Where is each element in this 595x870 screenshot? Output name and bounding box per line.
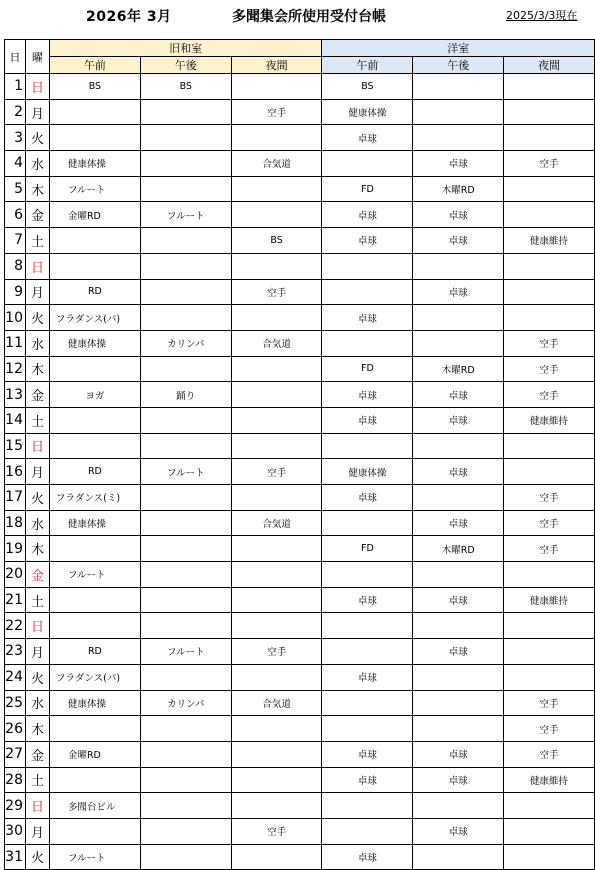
western-room-pm-cell: [413, 690, 504, 716]
western-room-pm-cell: [413, 305, 504, 331]
day-number: 19: [5, 536, 26, 562]
old-room-am-cell: フラダンス(パ): [49, 305, 140, 331]
table-row: [5, 716, 595, 742]
old-room-pm-cell: カリンバ: [140, 690, 231, 716]
old-room-am-cell: BS: [49, 74, 140, 100]
weekday-cell: 日: [25, 613, 49, 639]
western-room-night-cell: [504, 176, 595, 202]
western-room-header: 洋室: [322, 40, 595, 57]
old-room-am-cell: フルート: [49, 562, 140, 588]
old-room-pm-header: 午後: [140, 57, 231, 74]
western-room-am-cell: 卓球: [322, 305, 413, 331]
western-room-pm-cell: 卓球: [413, 382, 504, 408]
old-room-pm-cell: [140, 767, 231, 793]
western-room-pm-cell: 卓球: [413, 741, 504, 767]
western-room-am-cell: [322, 562, 413, 588]
period-header-row: [5, 57, 595, 74]
western-room-am-cell: 卓球: [322, 382, 413, 408]
old-room-night-cell: [231, 716, 322, 742]
old-room-pm-cell: [140, 741, 231, 767]
weekday-cell: 月: [25, 459, 49, 485]
table-row: [5, 356, 595, 382]
western-room-pm-cell: 卓球: [413, 510, 504, 536]
old-room-pm-cell: [140, 562, 231, 588]
western-room-am-cell: FD: [322, 176, 413, 202]
table-row: [5, 305, 595, 331]
old-room-pm-cell: [140, 407, 231, 433]
old-room-pm-cell: [140, 844, 231, 870]
day-number: 15: [5, 433, 26, 459]
table-row: [5, 99, 595, 125]
western-room-pm-cell: [413, 844, 504, 870]
old-room-am-cell: フルート: [49, 176, 140, 202]
old-room-pm-cell: [140, 510, 231, 536]
day-number: 4: [5, 151, 26, 177]
table-row: [5, 228, 595, 254]
western-room-pm-cell: [413, 74, 504, 100]
western-room-pm-cell: [413, 330, 504, 356]
western-room-pm-cell: [413, 485, 504, 511]
old-room-pm-cell: [140, 793, 231, 819]
western-room-am-cell: [322, 253, 413, 279]
western-room-night-cell: [504, 818, 595, 844]
old-room-pm-cell: [140, 176, 231, 202]
western-room-pm-cell: 卓球: [413, 407, 504, 433]
weekday-cell: 金: [25, 741, 49, 767]
table-row: [5, 741, 595, 767]
western-room-am-cell: [322, 613, 413, 639]
western-room-pm-cell: 木曜RD: [413, 176, 504, 202]
table-row: [5, 536, 595, 562]
western-room-pm-header: 午後: [413, 57, 504, 74]
western-room-night-cell: 空手: [504, 690, 595, 716]
day-number: 8: [5, 253, 26, 279]
day-number: 13: [5, 382, 26, 408]
western-room-am-cell: [322, 151, 413, 177]
western-room-night-cell: 空手: [504, 151, 595, 177]
weekday-cell: 水: [25, 151, 49, 177]
western-room-am-cell: 卓球: [322, 767, 413, 793]
old-room-night-cell: [231, 562, 322, 588]
old-room-am-cell: フラダンス(パ): [49, 664, 140, 690]
western-room-night-cell: [504, 793, 595, 819]
old-room-pm-cell: [140, 716, 231, 742]
old-room-am-cell: 健康体操: [49, 690, 140, 716]
table-row: [5, 433, 595, 459]
weekday-cell: 水: [25, 690, 49, 716]
old-room-pm-cell: [140, 99, 231, 125]
western-room-night-header: 夜間: [504, 57, 595, 74]
weekday-cell: 土: [25, 587, 49, 613]
weekday-cell: 月: [25, 639, 49, 665]
old-room-pm-cell: [140, 125, 231, 151]
western-room-pm-cell: [413, 664, 504, 690]
old-room-am-cell: [49, 125, 140, 151]
western-room-am-cell: BS: [322, 74, 413, 100]
day-number: 17: [5, 485, 26, 511]
weekday-cell: 日: [25, 433, 49, 459]
western-room-night-cell: [504, 844, 595, 870]
old-room-pm-cell: カリンバ: [140, 330, 231, 356]
day-column-header: 日: [5, 40, 26, 74]
western-room-am-cell: [322, 433, 413, 459]
western-room-am-cell: 卓球: [322, 202, 413, 228]
old-room-am-cell: [49, 407, 140, 433]
western-room-night-cell: [504, 253, 595, 279]
day-number: 27: [5, 741, 26, 767]
table-row: [5, 176, 595, 202]
old-room-am-cell: [49, 253, 140, 279]
old-room-night-cell: [231, 202, 322, 228]
old-room-am-cell: 健康体操: [49, 510, 140, 536]
old-room-night-cell: 空手: [231, 459, 322, 485]
day-number: 26: [5, 716, 26, 742]
western-room-am-cell: [322, 330, 413, 356]
western-room-pm-cell: [413, 125, 504, 151]
western-room-night-cell: [504, 125, 595, 151]
old-room-am-cell: フラダンス(ミ): [49, 485, 140, 511]
western-room-am-cell: FD: [322, 536, 413, 562]
weekday-cell: 金: [25, 382, 49, 408]
old-room-am-cell: [49, 716, 140, 742]
old-room-night-cell: [231, 613, 322, 639]
western-room-pm-cell: [413, 253, 504, 279]
western-room-night-cell: [504, 74, 595, 100]
old-room-night-cell: [231, 125, 322, 151]
old-room-pm-cell: BS: [140, 74, 231, 100]
western-room-am-cell: 卓球: [322, 125, 413, 151]
old-room-am-cell: [49, 433, 140, 459]
western-room-night-cell: [504, 202, 595, 228]
western-room-pm-cell: 木曜RD: [413, 536, 504, 562]
old-room-am-cell: 健康体操: [49, 330, 140, 356]
western-room-pm-cell: 卓球: [413, 279, 504, 305]
day-number: 22: [5, 613, 26, 639]
old-room-night-cell: [231, 176, 322, 202]
western-room-night-cell: [504, 279, 595, 305]
western-room-night-cell: [504, 664, 595, 690]
western-room-pm-cell: [413, 562, 504, 588]
old-room-am-cell: [49, 356, 140, 382]
western-room-am-cell: [322, 818, 413, 844]
old-room-am-cell: [49, 587, 140, 613]
western-room-night-cell: 空手: [504, 382, 595, 408]
weekday-cell: 金: [25, 202, 49, 228]
weekday-cell: 木: [25, 356, 49, 382]
western-room-pm-cell: 卓球: [413, 639, 504, 665]
western-room-night-cell: 空手: [504, 741, 595, 767]
western-room-pm-cell: [413, 793, 504, 819]
western-room-pm-cell: [413, 99, 504, 125]
weekday-cell: 火: [25, 305, 49, 331]
day-number: 3: [5, 125, 26, 151]
old-room-night-cell: [231, 433, 322, 459]
table-row: [5, 767, 595, 793]
weekday-cell: 日: [25, 253, 49, 279]
old-room-night-cell: [231, 382, 322, 408]
western-room-night-cell: 空手: [504, 536, 595, 562]
old-room-pm-cell: [140, 485, 231, 511]
weekday-cell: 土: [25, 407, 49, 433]
day-number: 29: [5, 793, 26, 819]
old-room-night-cell: 合気道: [231, 690, 322, 716]
western-room-night-cell: 健康維持: [504, 407, 595, 433]
old-room-am-cell: [49, 767, 140, 793]
western-room-pm-cell: 卓球: [413, 202, 504, 228]
old-room-pm-cell: [140, 151, 231, 177]
western-room-pm-cell: [413, 613, 504, 639]
table-row: [5, 125, 595, 151]
old-room-night-cell: [231, 485, 322, 511]
western-room-night-cell: 空手: [504, 510, 595, 536]
western-room-pm-cell: [413, 433, 504, 459]
old-room-night-header: 夜間: [231, 57, 322, 74]
day-number: 7: [5, 228, 26, 254]
old-room-pm-cell: フルート: [140, 459, 231, 485]
room-header-row: [5, 40, 595, 57]
sheet-header: [0, 0, 595, 38]
old-room-night-cell: [231, 664, 322, 690]
western-room-am-header: 午前: [322, 57, 413, 74]
table-row: [5, 253, 595, 279]
western-room-night-cell: [504, 613, 595, 639]
western-room-am-cell: 卓球: [322, 664, 413, 690]
old-room-am-cell: RD: [49, 279, 140, 305]
day-number: 23: [5, 639, 26, 665]
western-room-night-cell: [504, 99, 595, 125]
old-room-pm-cell: [140, 228, 231, 254]
old-room-pm-cell: [140, 279, 231, 305]
old-room-pm-cell: [140, 536, 231, 562]
western-room-pm-cell: 卓球: [413, 459, 504, 485]
western-room-night-cell: 空手: [504, 716, 595, 742]
day-number: 10: [5, 305, 26, 331]
old-room-am-header: 午前: [49, 57, 140, 74]
old-room-am-cell: [49, 228, 140, 254]
day-number: 18: [5, 510, 26, 536]
table-row: [5, 459, 595, 485]
western-room-pm-cell: [413, 716, 504, 742]
old-room-pm-cell: [140, 613, 231, 639]
day-number: 25: [5, 690, 26, 716]
western-room-am-cell: 卓球: [322, 407, 413, 433]
table-row: [5, 818, 595, 844]
western-room-am-cell: 卓球: [322, 741, 413, 767]
old-room-night-cell: [231, 253, 322, 279]
day-number: 20: [5, 562, 26, 588]
old-room-night-cell: [231, 536, 322, 562]
day-number: 31: [5, 844, 26, 870]
western-room-am-cell: 卓球: [322, 844, 413, 870]
old-room-pm-cell: フルート: [140, 639, 231, 665]
page-title: 多聞集会所使用受付台帳: [232, 9, 386, 25]
day-number: 30: [5, 818, 26, 844]
western-room-night-cell: [504, 433, 595, 459]
day-number: 28: [5, 767, 26, 793]
old-room-night-cell: 空手: [231, 279, 322, 305]
table-row: [5, 613, 595, 639]
western-room-pm-cell: 木曜RD: [413, 356, 504, 382]
western-room-pm-cell: 卓球: [413, 151, 504, 177]
old-room-am-cell: [49, 99, 140, 125]
day-number: 24: [5, 664, 26, 690]
old-room-am-cell: RD: [49, 459, 140, 485]
weekday-cell: 火: [25, 125, 49, 151]
old-room-night-cell: 空手: [231, 99, 322, 125]
weekday-cell: 木: [25, 536, 49, 562]
western-room-night-cell: [504, 562, 595, 588]
old-room-am-cell: 金曜RD: [49, 741, 140, 767]
table-row: [5, 562, 595, 588]
old-room-night-cell: [231, 74, 322, 100]
table-row: [5, 844, 595, 870]
old-room-am-cell: 多聞台ビル: [49, 793, 140, 819]
weekday-cell: 水: [25, 510, 49, 536]
old-room-night-cell: [231, 305, 322, 331]
old-room-night-cell: 空手: [231, 818, 322, 844]
western-room-pm-cell: 卓球: [413, 587, 504, 613]
old-room-night-cell: [231, 793, 322, 819]
old-room-pm-cell: [140, 433, 231, 459]
day-number: 5: [5, 176, 26, 202]
weekday-cell: 土: [25, 228, 49, 254]
table-row: [5, 151, 595, 177]
western-room-am-cell: [322, 690, 413, 716]
western-room-am-cell: [322, 510, 413, 536]
old-room-night-cell: 合気道: [231, 151, 322, 177]
western-room-am-cell: [322, 716, 413, 742]
day-number: 11: [5, 330, 26, 356]
day-number: 1: [5, 74, 26, 100]
old-room-header: 旧和室: [49, 40, 322, 57]
old-room-pm-cell: [140, 818, 231, 844]
day-number: 6: [5, 202, 26, 228]
old-room-pm-cell: [140, 664, 231, 690]
old-room-am-cell: 金曜RD: [49, 202, 140, 228]
table-row: [5, 587, 595, 613]
table-row: [5, 74, 595, 100]
weekday-cell: 火: [25, 844, 49, 870]
weekday-cell: 日: [25, 793, 49, 819]
old-room-am-cell: RD: [49, 639, 140, 665]
table-row: [5, 382, 595, 408]
weekday-cell: 木: [25, 176, 49, 202]
old-room-am-cell: [49, 818, 140, 844]
weekday-cell: 火: [25, 664, 49, 690]
day-number: 21: [5, 587, 26, 613]
old-room-pm-cell: [140, 253, 231, 279]
old-room-night-cell: 合気道: [231, 510, 322, 536]
weekday-cell: 木: [25, 716, 49, 742]
old-room-night-cell: [231, 356, 322, 382]
western-room-am-cell: 卓球: [322, 587, 413, 613]
old-room-am-cell: ヨガ: [49, 382, 140, 408]
old-room-am-cell: 健康体操: [49, 151, 140, 177]
western-room-night-cell: 健康維持: [504, 228, 595, 254]
table-row: [5, 202, 595, 228]
table-row: [5, 639, 595, 665]
western-room-am-cell: 卓球: [322, 228, 413, 254]
western-room-am-cell: 健康体操: [322, 99, 413, 125]
western-room-am-cell: 健康体操: [322, 459, 413, 485]
old-room-am-cell: フルート: [49, 844, 140, 870]
old-room-pm-cell: フルート: [140, 202, 231, 228]
western-room-night-cell: 空手: [504, 485, 595, 511]
western-room-night-cell: 空手: [504, 330, 595, 356]
table-row: [5, 330, 595, 356]
day-number: 9: [5, 279, 26, 305]
weekday-cell: 月: [25, 99, 49, 125]
old-room-am-cell: [49, 536, 140, 562]
western-room-night-cell: 空手: [504, 356, 595, 382]
weekday-cell: 水: [25, 330, 49, 356]
day-number: 12: [5, 356, 26, 382]
day-number: 14: [5, 407, 26, 433]
western-room-am-cell: [322, 279, 413, 305]
day-number: 16: [5, 459, 26, 485]
western-room-am-cell: [322, 793, 413, 819]
old-room-night-cell: 合気道: [231, 330, 322, 356]
old-room-night-cell: BS: [231, 228, 322, 254]
old-room-pm-cell: [140, 305, 231, 331]
weekday-cell: 金: [25, 562, 49, 588]
old-room-pm-cell: [140, 587, 231, 613]
western-room-pm-cell: 卓球: [413, 818, 504, 844]
old-room-night-cell: [231, 741, 322, 767]
table-row: [5, 793, 595, 819]
western-room-pm-cell: 卓球: [413, 228, 504, 254]
western-room-night-cell: [504, 639, 595, 665]
weekday-cell: 土: [25, 767, 49, 793]
western-room-pm-cell: 卓球: [413, 767, 504, 793]
as-of-date: 2025/3/3現在: [506, 9, 578, 22]
western-room-night-cell: 健康維持: [504, 767, 595, 793]
old-room-night-cell: [231, 767, 322, 793]
day-number: 2: [5, 99, 26, 125]
western-room-am-cell: [322, 639, 413, 665]
old-room-night-cell: 空手: [231, 639, 322, 665]
western-room-am-cell: 卓球: [322, 485, 413, 511]
weekday-cell: 月: [25, 818, 49, 844]
weekday-cell: 月: [25, 279, 49, 305]
western-room-night-cell: [504, 305, 595, 331]
western-room-night-cell: 健康維持: [504, 587, 595, 613]
western-room-am-cell: FD: [322, 356, 413, 382]
table-row: [5, 407, 595, 433]
table-row: [5, 279, 595, 305]
western-room-night-cell: [504, 459, 595, 485]
weekday-cell: 日: [25, 74, 49, 100]
old-room-pm-cell: 踊り: [140, 382, 231, 408]
weekday-cell: 火: [25, 485, 49, 511]
weekday-column-header: 曜: [25, 40, 49, 74]
table-row: [5, 690, 595, 716]
old-room-am-cell: [49, 613, 140, 639]
booking-table: [4, 39, 595, 870]
table-row: [5, 510, 595, 536]
old-room-night-cell: [231, 587, 322, 613]
table-row: [5, 485, 595, 511]
table-row: [5, 664, 595, 690]
old-room-pm-cell: [140, 356, 231, 382]
old-room-night-cell: [231, 844, 322, 870]
old-room-night-cell: [231, 407, 322, 433]
month-label: 2026年 3月: [86, 9, 172, 25]
